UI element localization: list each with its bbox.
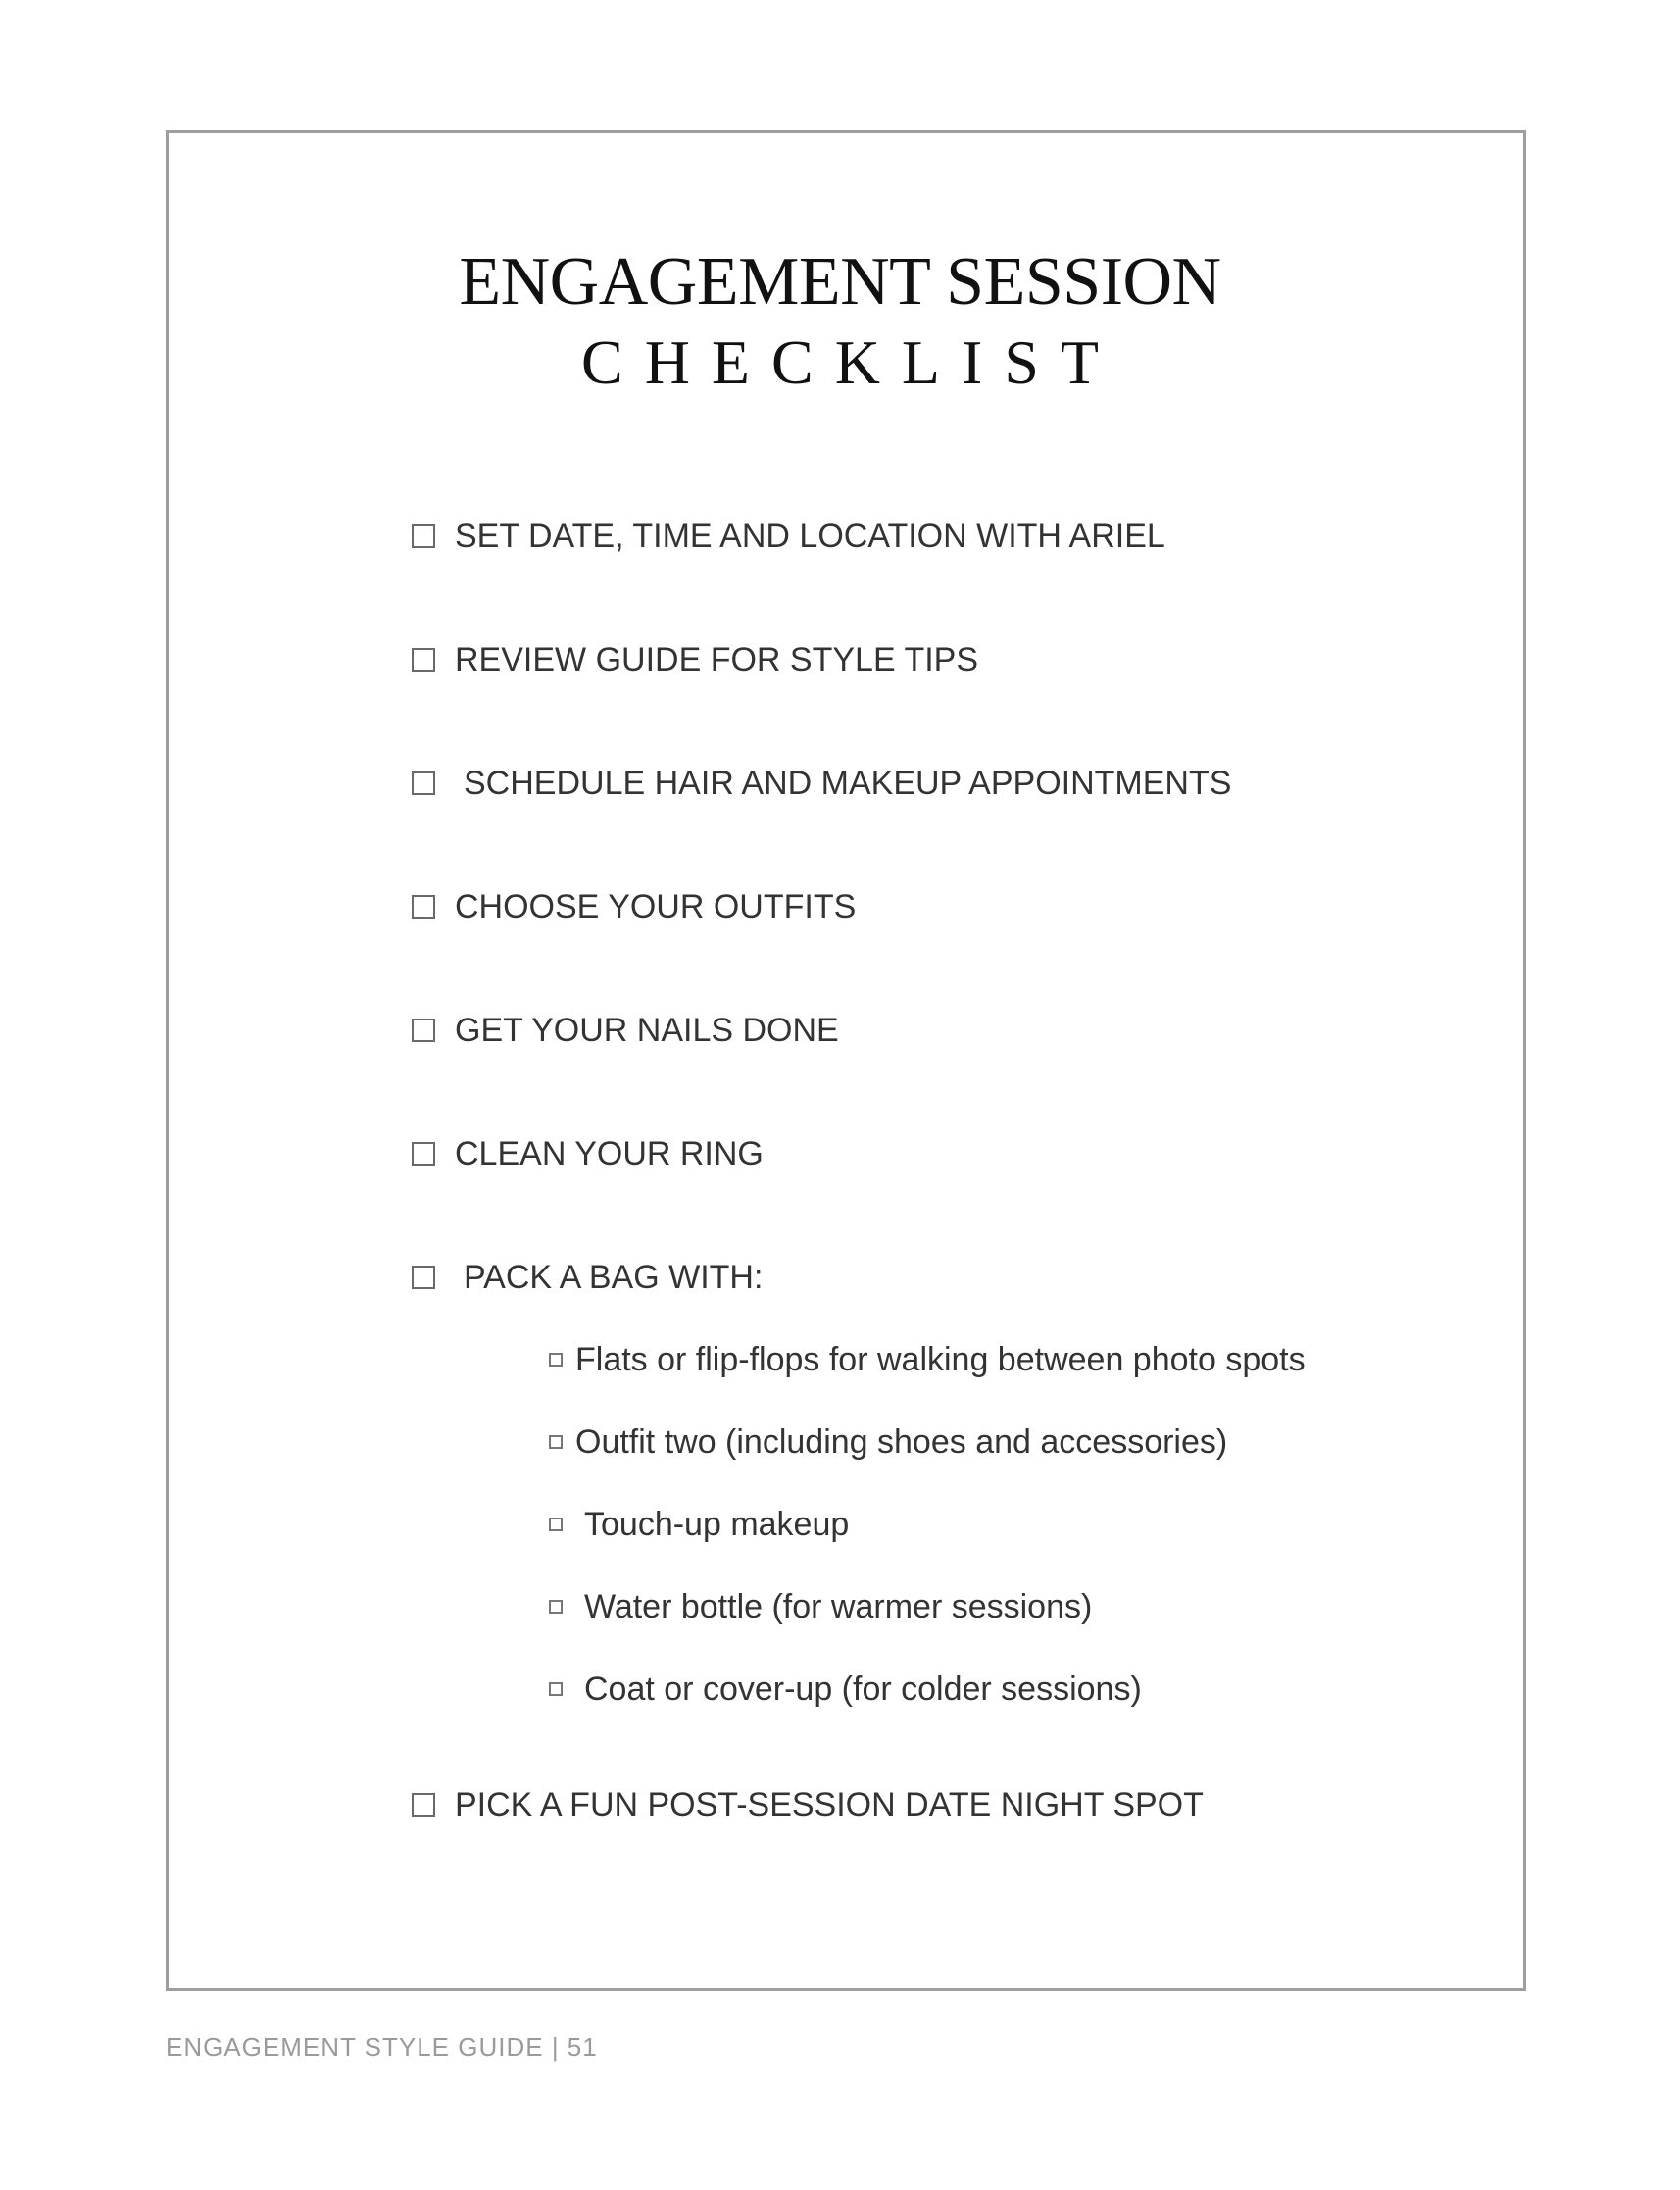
checkbox[interactable] xyxy=(549,1435,563,1449)
page-frame xyxy=(166,130,1526,1991)
checklist-item-label: PACK A BAG WITH: xyxy=(464,1259,764,1296)
checkbox[interactable] xyxy=(549,1518,563,1531)
bag-item-label: Coat or cover-up (for colder sessions) xyxy=(584,1670,1142,1708)
checklist-item-label: SET DATE, TIME AND LOCATION WITH ARIEL xyxy=(455,518,1165,555)
page-footer: ENGAGEMENT STYLE GUIDE | 51 xyxy=(166,2032,598,2062)
checkbox[interactable] xyxy=(549,1682,563,1696)
bag-item-coat[interactable] xyxy=(549,1667,1142,1712)
checklist-item-nails[interactable] xyxy=(412,1007,839,1054)
checklist-item-label: PICK A FUN POST-SESSION DATE NIGHT SPOT xyxy=(455,1786,1204,1823)
checkbox[interactable] xyxy=(412,1019,435,1042)
checklist-item-label: REVIEW GUIDE FOR STYLE TIPS xyxy=(455,641,979,678)
checkbox[interactable] xyxy=(412,1793,435,1817)
checklist-item-clean-ring[interactable] xyxy=(412,1130,764,1177)
checkbox[interactable] xyxy=(412,648,435,672)
bag-item-water-bottle[interactable] xyxy=(549,1584,1092,1629)
checkbox[interactable] xyxy=(549,1600,563,1614)
checkbox[interactable] xyxy=(412,1266,435,1289)
bag-item-label: Touch-up makeup xyxy=(584,1506,850,1543)
bag-item-makeup[interactable] xyxy=(549,1502,849,1547)
bag-item-outfit-two[interactable] xyxy=(549,1419,1227,1465)
checklist-item-pack-bag[interactable] xyxy=(412,1254,763,1301)
checkbox[interactable] xyxy=(412,771,435,795)
bag-item-label: Water bottle (for warmer sessions) xyxy=(584,1588,1093,1625)
bag-item-flats[interactable] xyxy=(549,1337,1306,1382)
checkbox[interactable] xyxy=(412,895,435,919)
checklist-item-choose-outfits[interactable] xyxy=(412,883,856,930)
bag-item-label: Flats or flip-flops for walking between photo spots xyxy=(575,1341,1306,1378)
checkbox[interactable] xyxy=(412,1142,435,1166)
bag-item-label: Outfit two (including shoes and accessories) xyxy=(575,1423,1228,1461)
page-subtitle: CHECKLIST xyxy=(581,327,1120,397)
checklist-item-date-night[interactable] xyxy=(412,1781,1204,1828)
checkbox[interactable] xyxy=(412,524,435,548)
checklist-item-label: SCHEDULE HAIR AND MAKEUP APPOINTMENTS xyxy=(464,765,1232,802)
checklist-item-label: CLEAN YOUR RING xyxy=(455,1135,764,1172)
checklist-item-set-date[interactable] xyxy=(412,513,1165,560)
checklist-item-label: CHOOSE YOUR OUTFITS xyxy=(455,888,857,925)
checklist-item-review-guide[interactable] xyxy=(412,636,978,683)
checkbox[interactable] xyxy=(549,1353,563,1367)
page-title: ENGAGEMENT SESSION xyxy=(459,244,1221,320)
checklist-item-label: GET YOUR NAILS DONE xyxy=(455,1012,839,1049)
checklist-item-schedule-hair[interactable] xyxy=(412,760,1231,807)
